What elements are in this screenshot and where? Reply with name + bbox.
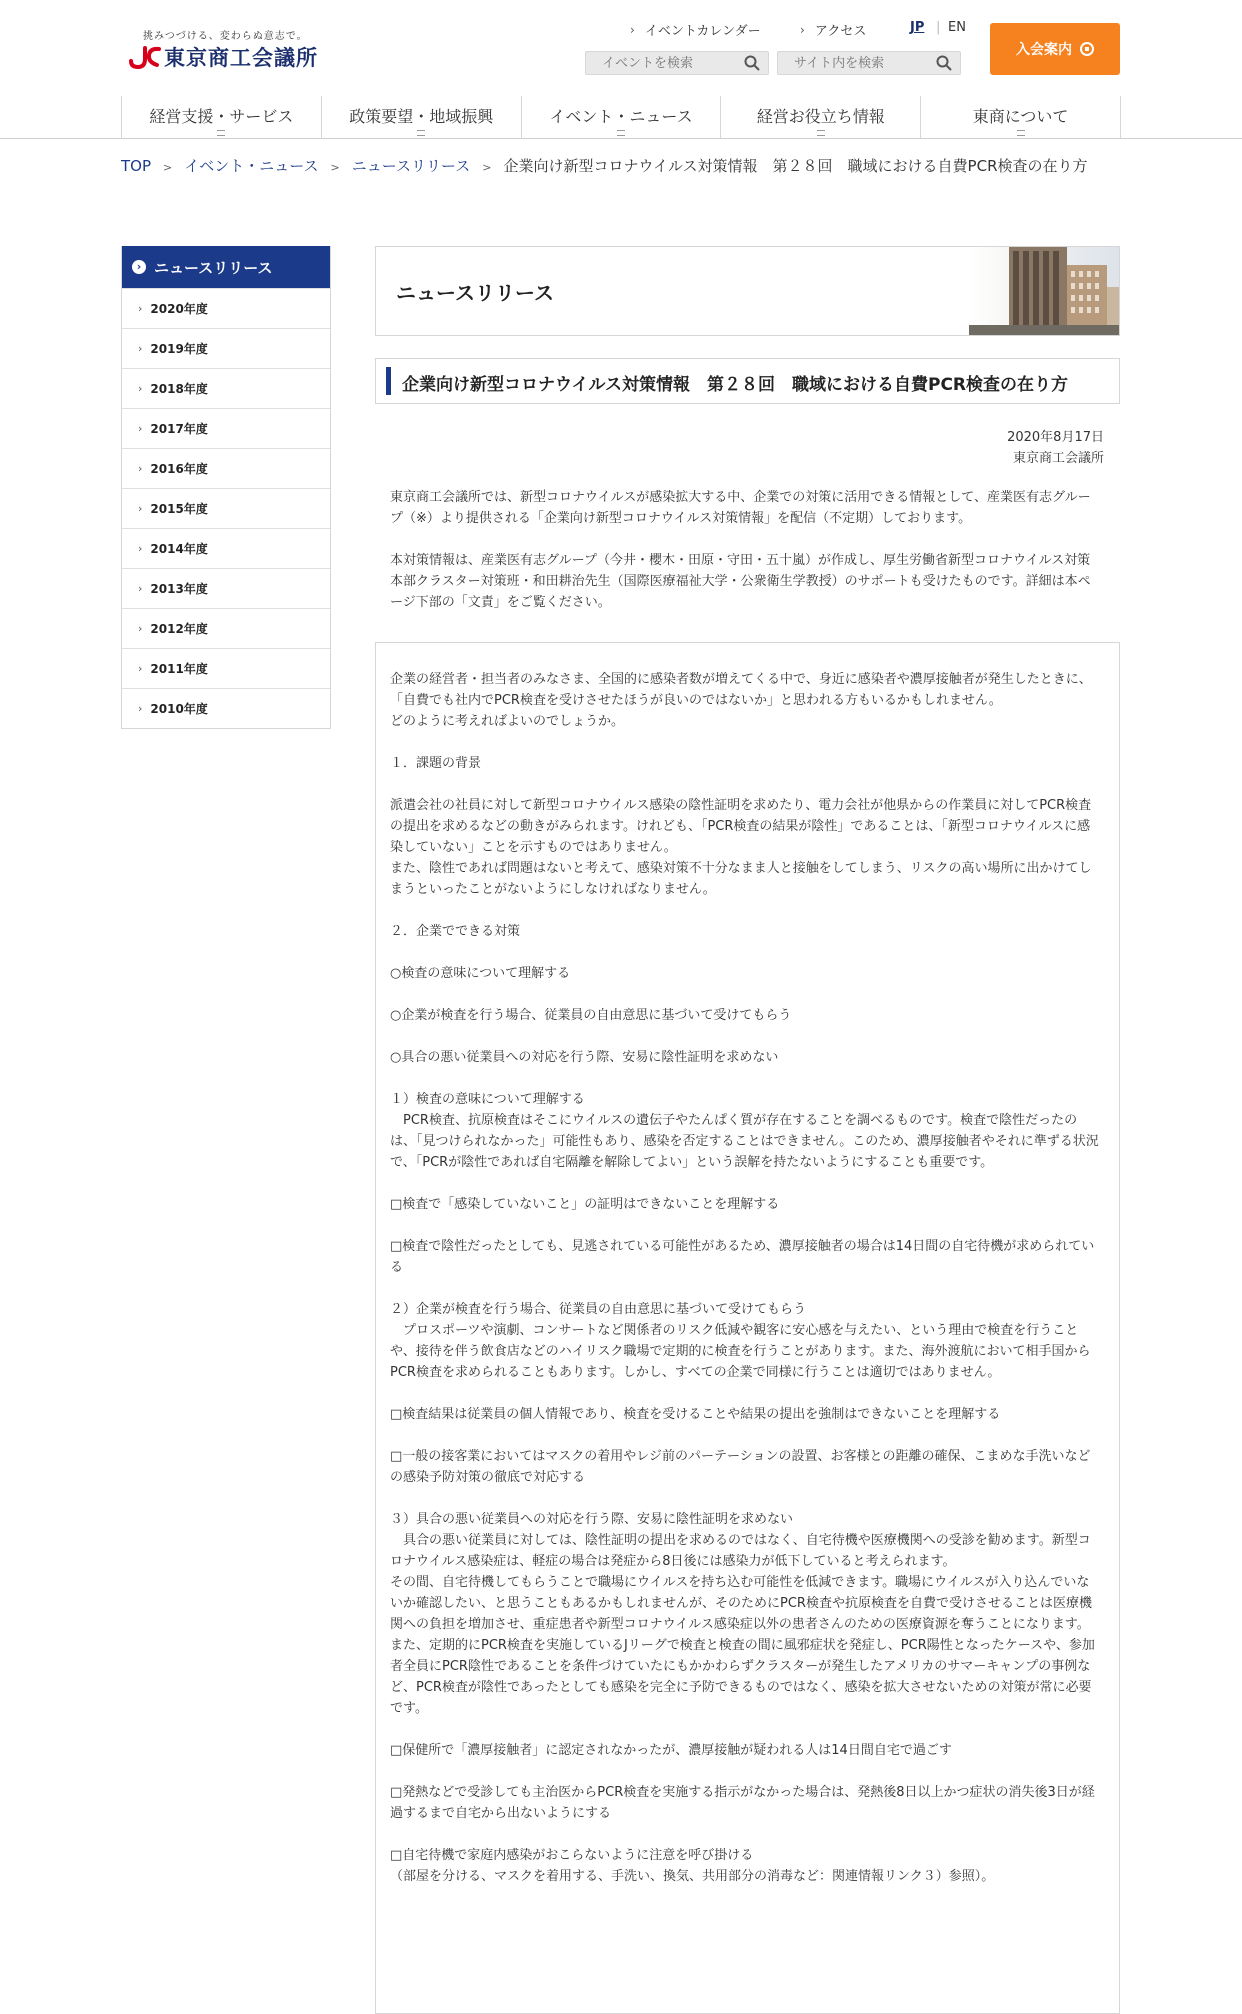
chevron-right-icon: › xyxy=(138,302,143,315)
body-paragraph: 企業の経営者・担当者のみなさま、全国的に感染者数が増えてくる中で、身近に感染者や濃厚接触者が発生したときに、「自費でも社内でPCR検査を受けさせたほうが良いのではないか」と思われる方もいるかもしれません。 どのように考えればよいのでしょうか。 xyxy=(390,672,1092,729)
article-date: 2020年8月17日 xyxy=(1007,430,1104,445)
nav-item-policy[interactable] xyxy=(322,96,522,138)
body-checklist-item: □発熱などで受診しても主治医からPCR検査を実施する指示がなかった場合は、発熱後8日以上かつ症状の消失後3日が経過するまで自宅から出ないようにする xyxy=(390,1785,1095,1821)
article-meta xyxy=(1007,427,1104,469)
header-divider xyxy=(0,138,1242,139)
logo-text: 東京商工会議所 xyxy=(164,46,318,70)
chevron-circle-icon: › xyxy=(132,260,146,274)
article-intro xyxy=(390,487,1102,634)
body-bullet: ○検査の意味について理解する xyxy=(390,966,571,981)
breadcrumb-news[interactable]: ニュースリリース xyxy=(351,157,471,175)
body-paragraph: 派遣会社の社員に対して新型コロナウイルス感染の陰性証明を求めたり、電力会社が他県からの作業員に対してPCR検査の提出を求めるなどの動きがみられます。けれども、「PCR検査の結果が陰性」であることは、「新型コロナウイルスに感染していない」ことを示すものではありません。 また、陰性であれば問題はないと考えて、感染対策不十分なまま人と接触をしてしまう、リスクの高い場所に出かけてしまうといったことがないようにしなければなりません。 xyxy=(390,798,1092,897)
intro-paragraph: 東京商工会議所では、新型コロナウイルスが感染拡大する中、企業での対策に活用できる情報として、産業医有志グループ（※）より提供される「企業向け新型コロナウイルス対策情報」を配信（不定期）しております。 xyxy=(390,490,1091,526)
chevron-right-icon: › xyxy=(138,462,143,475)
body-paragraph: ３）具合の悪い従業員への対応を行う際、安易に陰性証明を求めない 具合の悪い従業員に対しては、陰性証明の提出を求めるのではなく、自宅待機や医療機関への受診を勧めます。新型コロナウイルス感染症は、軽症の場合は発症から8日後には感染力が低下していると考えられます。 その間、自宅待機してもらうことで職場にウイルスを持ち込む可能性を低減できます。職場にウイルスが入り込んでいないか確認したい、と思うこともあるかもしれませんが、そのためにPCR検査や抗原検査を自費で受けさせることは医療機関への負担を増加させ、重症患者や新型コロナウイルス感染症以外の患者さんのための医療資源を奪うことになります。 また、定期的にPCR検査を実施しているJリーグで検査と検査の間に風邪症状を発症し、PCR陽性となったケースや、参加者全員にPCR陰性であることを条件づけていたにもかかわらずクラスターが発生したアメリカのサマーキャンプの事例など、PCR検査が陰性であったとしても感染を完全に予防できるものではなく、感染を拡大させないための対策が常に必要です。 xyxy=(390,1512,1095,1716)
sidebar-item-2010[interactable] xyxy=(122,688,330,728)
body-paragraph: １）検査の意味について理解する PCR検査、抗原検査はそこにウイルスの遺伝子やたんぱく質が存在することを調べるものです。検査で陰性だったのは、「見つけられなかった」可能性もあり、感染を否定することはできません。このため、濃厚接触者やそれに準ずる状況で、「PCRが陰性であれば自宅隔離を解除してよい」という誤解を持たないようにすることも重要です。 xyxy=(390,1092,1099,1170)
body-checklist-item: □一般の接客業においてはマスクの着用やレジ前のパーテーションの設置、お客様との距離の確保、こまめな手洗いなどの感染予防対策の徹底で対応する xyxy=(390,1449,1091,1485)
nav-item-business-support[interactable] xyxy=(122,96,322,138)
sidebar-item-label: 2013年度 xyxy=(150,582,208,596)
menu-indicator-icon xyxy=(417,130,425,136)
logo-mark-icon xyxy=(128,45,162,69)
sidebar-item-label: 2011年度 xyxy=(150,662,208,676)
sidebar-item-2016[interactable] xyxy=(122,448,330,488)
sidebar-item-2019[interactable] xyxy=(122,328,330,368)
nav-item-about[interactable] xyxy=(921,96,1121,138)
body-checklist-item: □検査結果は従業員の個人情報であり、検査を受けることや結果の提出を強制はできないことを理解する xyxy=(390,1407,1001,1422)
article-title: 企業向け新型コロナウイルス対策情報 第２８回 職域における自費PCR検査の在り方 xyxy=(402,375,1069,395)
sidebar-item-2018[interactable] xyxy=(122,368,330,408)
sidebar-heading[interactable] xyxy=(122,246,330,288)
event-calendar-label: イベントカレンダー xyxy=(644,24,761,39)
breadcrumb xyxy=(121,154,1120,180)
breadcrumb-separator: > xyxy=(163,161,173,174)
breadcrumb-top[interactable]: TOP xyxy=(121,157,152,175)
chevron-right-icon: › xyxy=(138,662,143,675)
event-calendar-link[interactable] xyxy=(630,20,761,39)
sidebar-item-label: 2010年度 xyxy=(150,702,208,716)
sidebar-item-label: 2018年度 xyxy=(150,382,208,396)
external-link-icon xyxy=(1080,42,1094,56)
sidebar xyxy=(121,246,331,729)
body-bullet: ○企業が検査を行う場合、従業員の自由意思に基づいて受けてもらう xyxy=(390,1008,792,1023)
article-title-box xyxy=(375,358,1120,404)
sidebar-item-2017[interactable] xyxy=(122,408,330,448)
intro-paragraph: 本対策情報は、産業医有志グループ（今井・櫻木・田原・守田・五十嵐）が作成し、厚生労働省新型コロナウイルス対策本部クラスター対策班・和田耕治先生（国際医療福祉大学・公衆衛生学教授）のサポートも受けたものです。詳細は本ページ下部の「文責」をご覧ください。 xyxy=(390,553,1091,610)
access-label: アクセス xyxy=(814,24,867,39)
body-paragraph: ２）企業が検査を行う場合、従業員の自由意思に基づいて受けてもらう プロスポーツや演劇、コンサートなど関係者のリスク低減や観客に安心感を与えたい、という理由で検査を行うことや、接待を伴う飲食店などのハイリスク職場で定期的に検査を行うことがあります。また、海外渡航において相手国からPCR検査を求められることもあります。しかし、すべての企業で同様に行うことは適切ではありません。 xyxy=(390,1302,1091,1380)
chevron-right-icon: › xyxy=(800,22,805,37)
sidebar-item-2015[interactable] xyxy=(122,488,330,528)
sidebar-title: ニュースリリース xyxy=(154,258,273,277)
article-org: 東京商工会議所 xyxy=(1012,451,1104,466)
global-nav xyxy=(121,96,1121,138)
chevron-right-icon: › xyxy=(630,22,635,37)
sidebar-item-label: 2014年度 xyxy=(150,542,208,556)
breadcrumb-separator: > xyxy=(482,161,492,174)
sidebar-item-label: 2019年度 xyxy=(150,342,208,356)
chevron-right-icon: › xyxy=(138,542,143,555)
body-heading: ２．企業でできる対策 xyxy=(390,924,521,939)
section-title: ニュースリリース xyxy=(396,281,554,305)
body-bullet: ○具合の悪い従業員への対応を行う際、安易に陰性証明を求めない xyxy=(390,1050,779,1065)
chevron-right-icon: › xyxy=(138,422,143,435)
title-accent-bar xyxy=(386,367,391,395)
search-icon[interactable] xyxy=(936,55,952,71)
access-link[interactable] xyxy=(800,20,866,39)
site-logo[interactable] xyxy=(128,44,318,70)
lang-jp-link[interactable]: JP xyxy=(910,20,925,35)
membership-button-label: 入会案内 xyxy=(1016,42,1072,58)
chevron-right-icon: › xyxy=(138,622,143,635)
breadcrumb-events[interactable]: イベント・ニュース xyxy=(184,157,319,175)
breadcrumb-current: 企業向け新型コロナウイルス対策情報 第２８回 職域における自費PCR検査の在り方 xyxy=(503,157,1088,175)
site-search-box xyxy=(777,51,961,75)
sidebar-item-label: 2016年度 xyxy=(150,462,208,476)
event-search-box xyxy=(585,51,769,75)
article-body-box xyxy=(375,642,1120,2014)
nav-item-events-news[interactable] xyxy=(522,96,722,138)
section-header xyxy=(375,246,1120,336)
body-heading: １．課題の背景 xyxy=(390,756,482,771)
chevron-right-icon: › xyxy=(138,382,143,395)
sidebar-item-label: 2017年度 xyxy=(150,422,208,436)
body-checklist-item: □検査で「感染していないこと」の証明はできないことを理解する xyxy=(390,1197,780,1212)
sidebar-item-label: 2012年度 xyxy=(150,622,208,636)
lang-en-link[interactable]: EN xyxy=(948,20,966,35)
menu-indicator-icon xyxy=(817,130,825,136)
chevron-right-icon: › xyxy=(138,582,143,595)
logo-tagline: 挑みつづける、変わらぬ意志で。 xyxy=(143,31,308,42)
membership-button[interactable] xyxy=(990,23,1120,75)
nav-label: 経営支援・サービス xyxy=(149,107,294,126)
nav-label: イベント・ニュース xyxy=(549,107,693,126)
body-checklist-item: □検査で陰性だったとしても、見逃されている可能性があるため、濃厚接触者の場合は14日間の自宅待機が求められている xyxy=(390,1239,1095,1275)
sidebar-item-2014[interactable] xyxy=(122,528,330,568)
nav-label: 政策要望・地域振興 xyxy=(349,107,494,126)
body-checklist-item: □保健所で「濃厚接触者」に認定されなかったが、濃厚接触が疑われる人は14日間自宅で過ごす xyxy=(390,1743,952,1758)
sidebar-item-2013[interactable] xyxy=(122,568,330,608)
breadcrumb-separator: > xyxy=(330,161,340,174)
sidebar-item-label: 2020年度 xyxy=(150,302,208,316)
sidebar-item-2012[interactable] xyxy=(122,608,330,648)
site-search-input[interactable] xyxy=(778,53,924,75)
chevron-right-icon: › xyxy=(138,342,143,355)
sidebar-item-label: 2015年度 xyxy=(150,502,208,516)
nav-label: 経営お役立ち情報 xyxy=(756,107,885,126)
nav-item-useful-info[interactable] xyxy=(721,96,921,138)
menu-indicator-icon xyxy=(217,130,225,136)
lang-divider: | xyxy=(936,20,941,35)
search-icon[interactable] xyxy=(744,55,760,71)
menu-indicator-icon xyxy=(1017,130,1025,136)
article-body xyxy=(390,669,1102,1908)
event-search-input[interactable] xyxy=(586,53,732,75)
menu-indicator-icon xyxy=(617,130,625,136)
nav-label: 東商について xyxy=(972,107,1069,126)
building-image xyxy=(969,247,1119,335)
chevron-right-icon: › xyxy=(138,502,143,515)
sidebar-item-2011[interactable] xyxy=(122,648,330,688)
chevron-right-icon: › xyxy=(138,702,143,715)
sidebar-item-2020[interactable] xyxy=(122,288,330,328)
body-checklist-item: □自宅待機で家庭内感染がおこらないように注意を呼び掛ける （部屋を分ける、マスクを着用する、手洗い、換気、共用部分の消毒など：関連情報リンク３）参照）。 xyxy=(390,1848,995,1884)
